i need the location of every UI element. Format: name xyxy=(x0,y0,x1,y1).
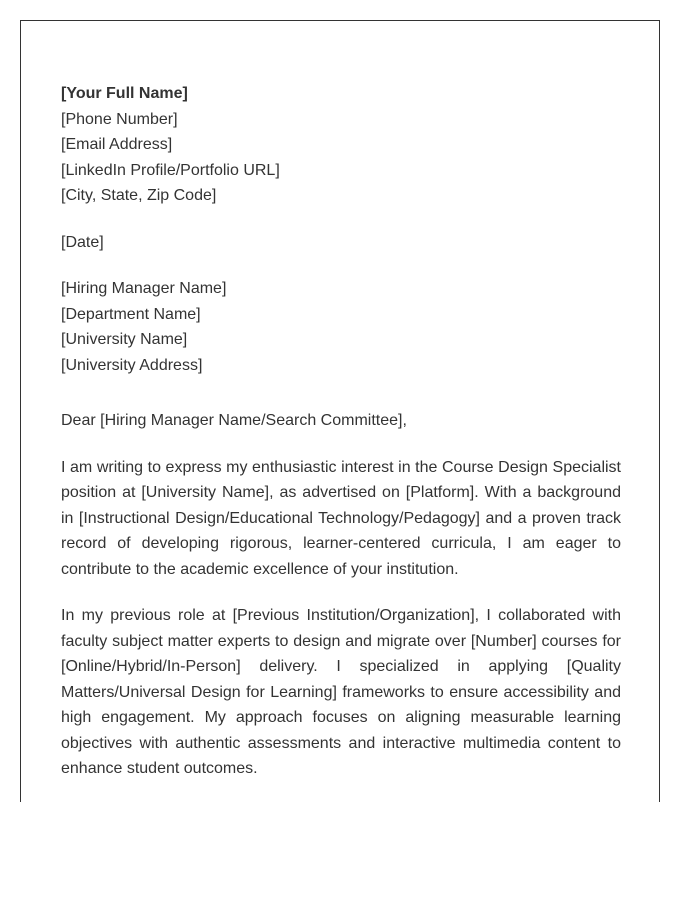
body-paragraph-1: I am writing to express my enthusiastic interest in the Course Design Specialist position at [University Name], as advertised on [Platform]. With a background in [Instructional Design/Educational Technology/Pedagogy] and a proven track record of developing rigorous, learner-centered curricula, I am eager to contribute to the academic excellence of your institution. xyxy=(61,458,621,578)
letter-content xyxy=(61,81,621,782)
sender-phone: [Phone Number] xyxy=(61,110,178,128)
sender-block xyxy=(61,81,621,209)
recipient-manager: [Hiring Manager Name] xyxy=(61,280,227,297)
recipient-block xyxy=(61,276,621,378)
date-block xyxy=(61,230,621,256)
sender-full-name: [Your Full Name] xyxy=(61,85,188,102)
sender-linkedin: [LinkedIn Profile/Portfolio URL] xyxy=(61,161,280,179)
recipient-university: [University Name] xyxy=(61,331,188,348)
body-paragraph-2: In my previous role at [Previous Institution/Organization], I collaborated with faculty subject matter experts to design and migrate over [Number] courses for [Online/Hybrid/In-Person] delivery. I specialized in applying [Quality Matters/Universal Design for Learning] frameworks to ensure accessibility and high engagement. My approach focuses on aligning measurable learning objectives with authentic assessments and interactive multimedia content to enhance student outcomes. xyxy=(61,607,621,777)
salutation: Dear [Hiring Manager Name/Search Committee], xyxy=(61,412,407,429)
letter-date: [Date] xyxy=(61,233,104,251)
sender-email: [Email Address] xyxy=(61,136,173,153)
recipient-department: [Department Name] xyxy=(61,305,201,323)
letter-page xyxy=(20,20,660,802)
recipient-address: [University Address] xyxy=(61,356,203,374)
sender-city: [City, State, Zip Code] xyxy=(61,187,217,204)
